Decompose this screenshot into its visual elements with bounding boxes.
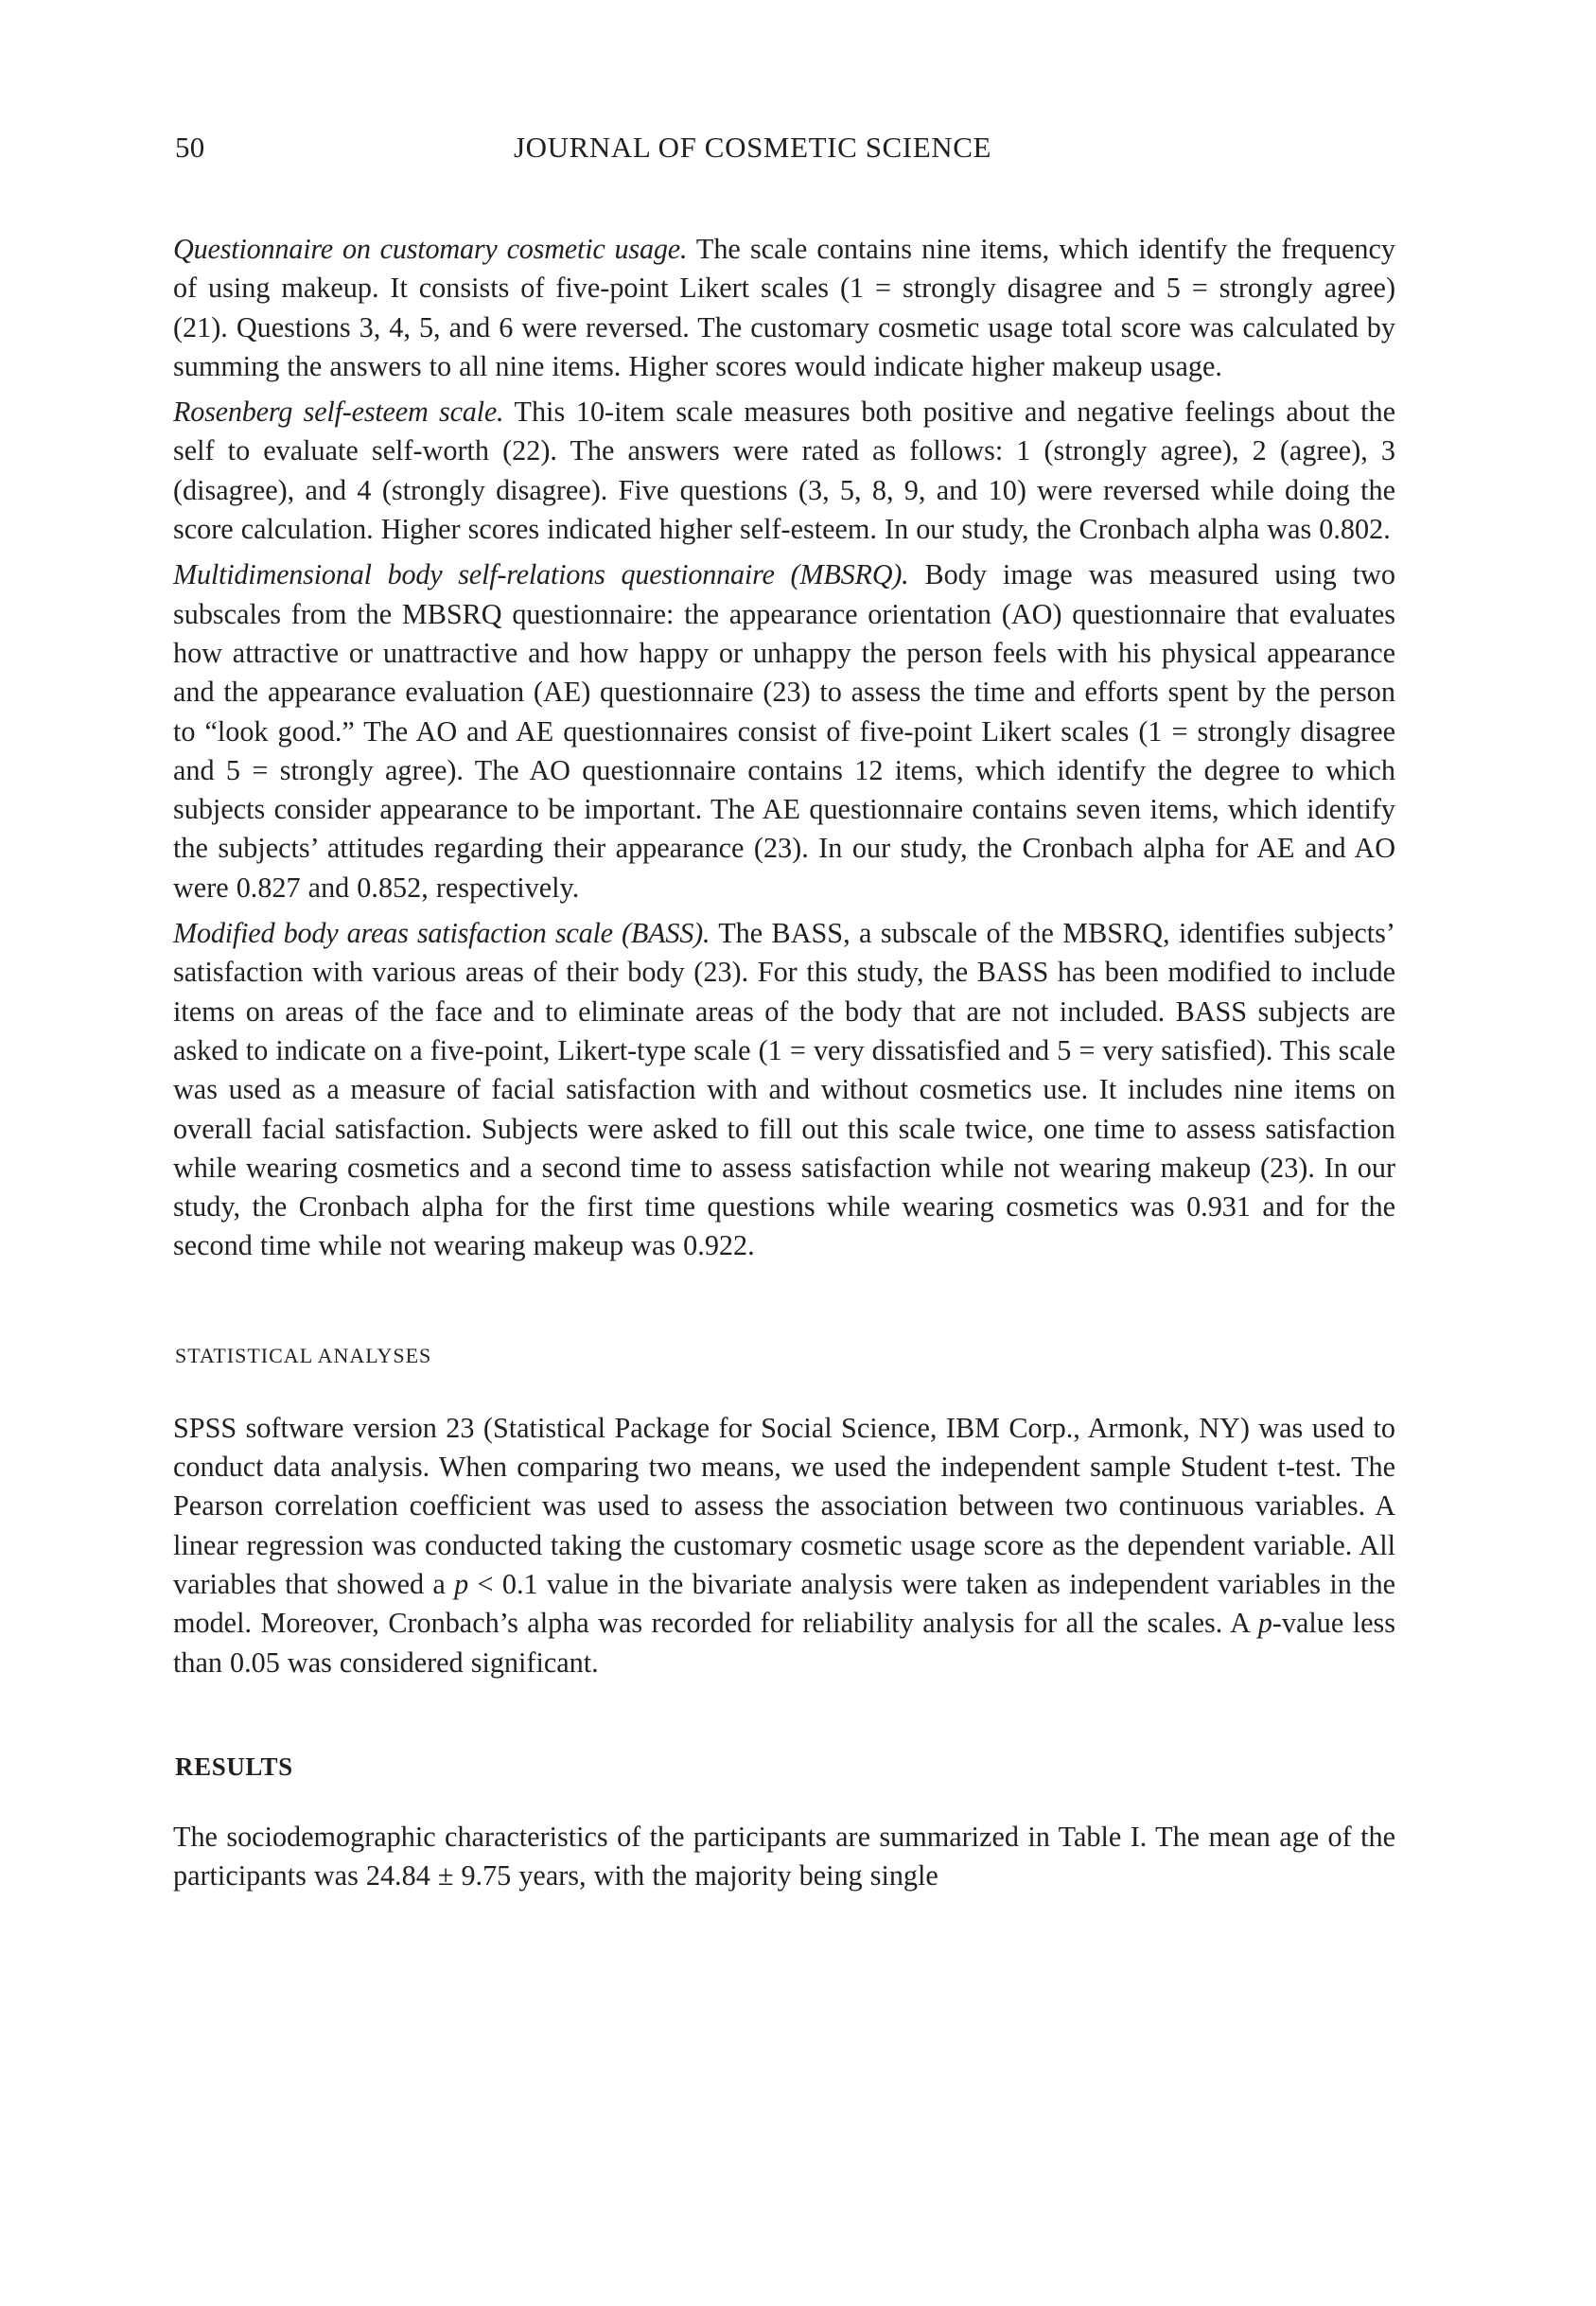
page-number: 50 (175, 131, 205, 164)
subsection-title-bass: Modified body areas satisfaction scale (BASS). (173, 917, 710, 950)
p-symbol: p (1257, 1607, 1272, 1640)
subsection-title-rosenberg: Rosenberg self-esteem scale. (173, 396, 504, 429)
paragraph-customary-cosmetic-usage (173, 230, 1395, 386)
section-heading-statistical-analyses: STATISTICAL ANALYSES (175, 1343, 432, 1367)
paragraph-text: The BASS, a subscale of the MBSRQ, identifies subjects’ satisfaction with various areas of their body (23). For this study, the BASS has been modified to include items on areas of the face and to eliminate areas of the body that are not included. BASS subjects are asked to indicate on a five-point, Likert-type scale (1 = very dissatisfied and 5 = very satisfied). This scale was used as a measure of facial satisfaction with and without cosmetics use. It includes nine items on overall facial satisfaction. Subjects were asked to fill out this scale twice, one time to assess satisfaction while wearing cosmetics and a second time to assess satisfaction while not wearing makeup (23). In our study, the Cronbach alpha for the first time questions while wearing cosmetics was 0.931 and for the second time while not wearing makeup was 0.922. (173, 917, 1395, 1262)
subsection-title-mbsrq: Multidimensional body self-relations questionnaire (MBSRQ). (173, 558, 909, 591)
paragraph-text: The scale contains nine items, which identify the frequency of using makeup. It consists of five-point Likert scales (1 = strongly disagree and 5 = strongly agree) (21). Questions 3, 4, 5, and 6 were reversed. The customary cosmetic usage total score was calculated by summing the answers to all nine items. Higher scores would indicate higher makeup usage. (173, 233, 1395, 382)
paragraph-bass (173, 914, 1395, 1266)
paragraph-mbsrq (173, 555, 1395, 907)
paragraph-text: SPSS software version 23 (Statistical Package for Social Science, IBM Corp., Armonk, NY) was used to conduct data analysis. When comparing two means, we used the independent sample Student t-test. The Pearson correlation coefficient was used to assess the association between two continuous variables. A linear regression was conducted taking the customary cosmetic usage score as the dependent variable. All variables that showed a (173, 1411, 1395, 1600)
journal-title: JOURNAL OF COSMETIC SCIENCE (514, 131, 992, 164)
subsection-title-customary-usage: Questionnaire on customary cosmetic usage. (173, 233, 688, 265)
section-heading-results: RESULTS (175, 1752, 293, 1781)
paragraph-results (173, 1818, 1395, 1896)
paragraph-text: This 10-item scale measures both positive and negative feelings about the self to evaluate self-worth (22). The answers were rated as follows: 1 (strongly agree), 2 (agree), 3 (disagree), and 4 (strongly disagree). Five questions (3, 5, 8, 9, and 10) were reversed while doing the score calculation. Higher scores indicated higher self-esteem. In our study, the Cronbach alpha was 0.802. (173, 396, 1395, 546)
paragraph-text: < 0.1 value in the bivariate analysis were taken as independent variables in the model. Moreover, Cronbach’s alpha was recorded for reliability analysis for all the scales. A (173, 1567, 1395, 1640)
paragraph-rosenberg-scale (173, 393, 1395, 549)
paragraph-text: -value less than 0.05 was considered significant. (173, 1607, 1395, 1679)
article-body (173, 230, 1395, 1895)
p-symbol: p (454, 1567, 469, 1600)
paragraph-statistical-analyses (173, 1409, 1395, 1682)
paragraph-text: The sociodemographic characteristics of the participants are summarized in Table I. The mean age of the participants was 24.84 ± 9.75 years, with the majority being single (173, 1820, 1395, 1892)
paragraph-text: Body image was measured using two subscales from the MBSRQ questionnaire: the appearance orientation (AO) questionnaire that evaluates how attractive or unattractive and how happy or unhappy the person feels with his physical appearance and the appearance evaluation (AE) questionnaire (23) to assess the time and efforts spent by the person to “look good.” The AO and AE questionnaires consist of five-point Likert scales (1 = strongly disagree and 5 = strongly agree). The AO questionnaire contains 12 items, which identify the degree to which subjects consider appearance to be important. The AE questionnaire contains seven items, which identify the subjects’ attitudes regarding their appearance (23). In our study, the Cronbach alpha for AE and AO were 0.827 and 0.852, respectively. (173, 558, 1395, 904)
running-header (173, 131, 1395, 168)
